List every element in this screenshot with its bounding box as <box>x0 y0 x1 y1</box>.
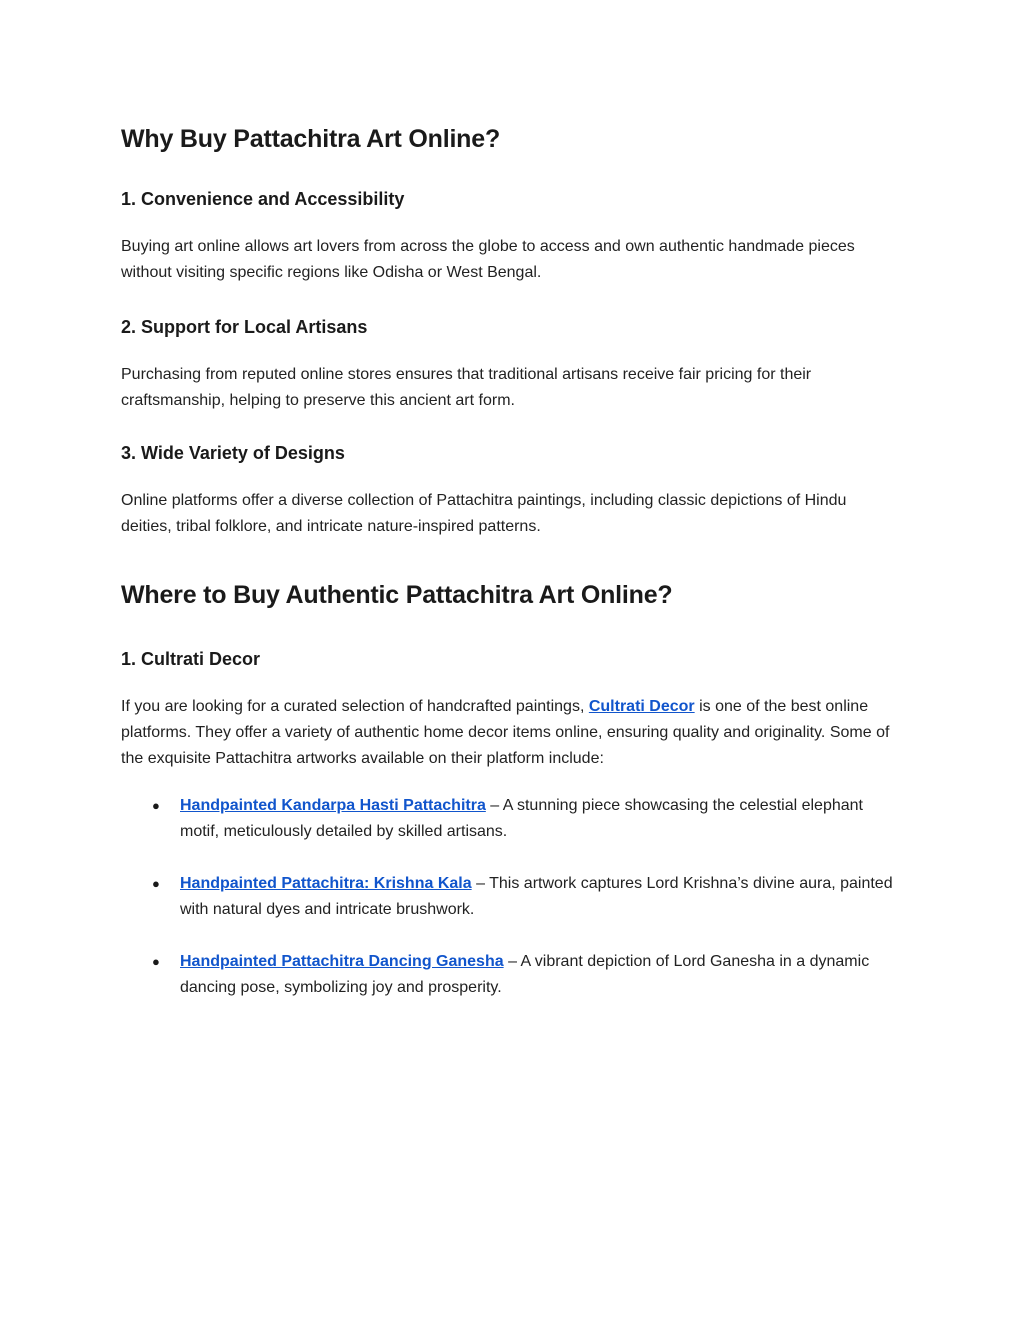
bullet-icon: ● <box>152 798 160 813</box>
product-list <box>121 793 901 1001</box>
document-content <box>121 120 901 1027</box>
list-item <box>121 871 901 923</box>
product-link-krishna-kala[interactable]: Handpainted Pattachitra: Krishna Kala <box>180 875 472 892</box>
paragraph-convenience: Buying art online allows art lovers from across the globe to access and own authentic handmade pieces without visiting specific regions like Odisha or West Bengal. <box>121 238 855 281</box>
subheading-variety: 3. Wide Variety of Designs <box>121 443 345 463</box>
bullet-icon: ● <box>152 876 160 891</box>
intro-text-after: is one of the best online platforms. They offer a variety of authentic home decor items online, ensuring quality and originality. Some of the exquisite Pattachitra artworks available on their platform include: <box>121 698 890 767</box>
product-description: – A stunning piece showcasing the celestial elephant motif, meticulously detailed by skilled artisans. <box>180 797 863 840</box>
section-heading-why-buy: Why Buy Pattachitra Art Online? <box>121 125 501 153</box>
subheading-cultrati-decor: 1. Cultrati Decor <box>121 649 261 669</box>
bullet-icon: ● <box>152 954 160 969</box>
paragraph-support-artisans: Purchasing from reputed online stores ensures that traditional artisans receive fair pricing for their craftsmanship, helping to preserve this ancient art form. <box>121 366 812 409</box>
paragraph-cultrati-intro <box>121 694 901 772</box>
product-description: – This artwork captures Lord Krishna’s divine aura, painted with natural dyes and intricate brushwork. <box>180 875 893 918</box>
list-item <box>121 949 901 1001</box>
subheading-convenience: 1. Convenience and Accessibility <box>121 189 405 209</box>
list-item <box>121 793 901 845</box>
section-heading-where-to-buy: Where to Buy Authentic Pattachitra Art Online? <box>121 581 673 609</box>
paragraph-variety: Online platforms offer a diverse collection of Pattachitra paintings, including classic depictions of Hindu deities, tribal folklore, and intricate nature-inspired patterns. <box>121 492 847 535</box>
product-link-kandarpa-hasti[interactable]: Handpainted Kandarpa Hasti Pattachitra <box>180 797 486 814</box>
cultrati-decor-link[interactable]: Cultrati Decor <box>588 698 695 715</box>
subheading-support-artisans: 2. Support for Local Artisans <box>121 317 368 337</box>
product-link-dancing-ganesha[interactable]: Handpainted Pattachitra Dancing Ganesha <box>180 953 504 970</box>
intro-text-before: If you are looking for a curated selection of handcrafted paintings, <box>121 698 589 715</box>
product-description: – A vibrant depiction of Lord Ganesha in a dynamic dancing pose, symbolizing joy and prosperity. <box>180 953 870 996</box>
